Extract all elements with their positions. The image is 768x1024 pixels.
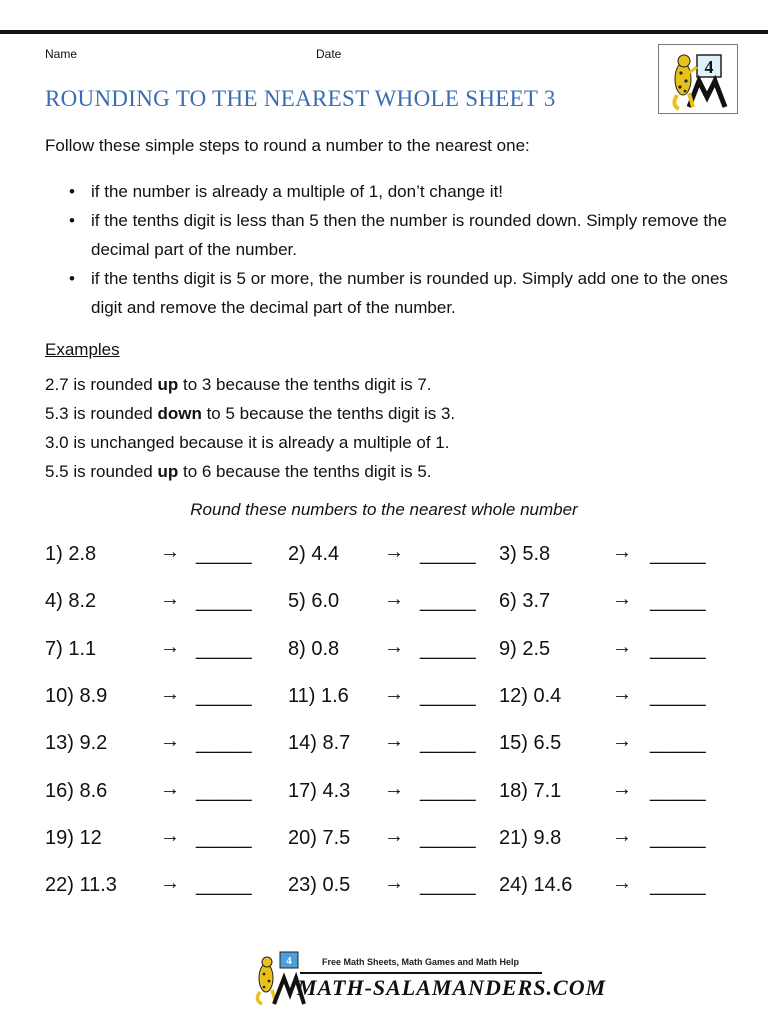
rule-item: • if the tenths digit is 5 or more, the number is rounded up. Simply add one to the ones digit and remove the decimal part of the number. — [45, 264, 735, 322]
problem-item: 16) 8.6 — [45, 780, 108, 802]
example-line — [45, 457, 455, 486]
arrow-icon: → — [612, 872, 632, 894]
answer-blank[interactable]: _____ — [196, 732, 252, 754]
arrow-icon: → — [160, 683, 180, 705]
problem-item: 18) 7.1 — [499, 780, 562, 802]
arrow-icon: → — [612, 636, 632, 658]
rule-item: • if the tenths digit is less than 5 then the number is rounded down. Simply remove the decimal part of the number. — [45, 206, 735, 264]
answer-blank[interactable]: _____ — [650, 874, 706, 896]
rules-list — [45, 177, 735, 322]
salamander-logo — [658, 44, 738, 114]
problem-item: 4) 8.2 — [45, 590, 97, 612]
example-text: to 6 because the tenths digit is 5. — [178, 462, 432, 481]
problem-item: 19) 12 — [45, 827, 102, 849]
logo-badge-number: 4 — [704, 57, 714, 77]
example-line — [45, 370, 455, 399]
answer-blank[interactable]: _____ — [650, 543, 706, 565]
arrow-icon: → — [384, 730, 404, 752]
answer-blank[interactable]: _____ — [650, 590, 706, 612]
answer-blank[interactable]: _____ — [420, 827, 476, 849]
arrow-icon: → — [384, 825, 404, 847]
example-emphasis: down — [157, 404, 202, 423]
arrow-icon: → — [612, 730, 632, 752]
problem-item: 12) 0.4 — [499, 685, 562, 707]
intro-text: Follow these simple steps to round a number to the nearest one: — [45, 136, 530, 155]
arrow-icon: → — [384, 541, 404, 563]
name-label: Name — [45, 47, 78, 61]
arrow-icon: → — [384, 778, 404, 800]
arrow-icon: → — [384, 588, 404, 610]
footer-divider — [300, 972, 542, 974]
arrow-icon: → — [160, 588, 180, 610]
answer-blank[interactable]: _____ — [196, 874, 252, 896]
answer-blank[interactable]: _____ — [420, 590, 476, 612]
answer-blank[interactable]: _____ — [650, 780, 706, 802]
arrow-icon: → — [612, 825, 632, 847]
problem-item: 24) 14.6 — [499, 874, 573, 896]
answer-blank[interactable]: _____ — [196, 543, 252, 565]
answer-blank[interactable]: _____ — [420, 543, 476, 565]
answer-blank[interactable]: _____ — [650, 638, 706, 660]
arrow-icon: → — [160, 730, 180, 752]
problem-item: 9) 2.5 — [499, 638, 551, 660]
example-text: 2.7 is rounded — [45, 375, 158, 394]
arrow-icon: → — [160, 778, 180, 800]
arrow-icon: → — [384, 636, 404, 658]
example-emphasis: up — [157, 462, 179, 481]
arrow-icon: → — [612, 588, 632, 610]
problem-item: 13) 9.2 — [45, 732, 108, 754]
answer-blank[interactable]: _____ — [196, 685, 252, 707]
problem-item: 2) 4.4 — [288, 543, 340, 565]
problem-item: 21) 9.8 — [499, 827, 562, 849]
problem-item: 3) 5.8 — [499, 543, 551, 565]
arrow-icon: → — [612, 541, 632, 563]
example-emphasis: up — [157, 375, 179, 394]
answer-blank[interactable]: _____ — [196, 638, 252, 660]
problem-item: 22) 11.3 — [45, 874, 117, 896]
problem-item: 8) 0.8 — [288, 638, 340, 660]
answer-blank[interactable]: _____ — [650, 685, 706, 707]
arrow-icon: → — [160, 541, 180, 563]
arrow-icon: → — [612, 778, 632, 800]
example-text: 5.3 is rounded — [45, 404, 158, 423]
answer-blank[interactable]: _____ — [650, 827, 706, 849]
answer-blank[interactable]: _____ — [196, 827, 252, 849]
problem-item: 11) 1.6 — [288, 685, 349, 707]
arrow-icon: → — [160, 636, 180, 658]
footer-tagline: Free Math Sheets, Math Games and Math Help — [322, 957, 520, 967]
problem-item: 1) 2.8 — [45, 543, 97, 565]
example-text: 3.0 is unchanged because it is already a multiple of 1. — [45, 433, 450, 452]
example-text: to 3 because the tenths digit is 7. — [178, 375, 432, 394]
example-line — [45, 428, 455, 457]
example-text: to 5 because the tenths digit is 3. — [201, 404, 456, 423]
examples-list — [45, 370, 455, 486]
answer-blank[interactable]: _____ — [650, 732, 706, 754]
problem-item: 7) 1.1 — [45, 638, 97, 660]
problem-item: 15) 6.5 — [499, 732, 562, 754]
answer-blank[interactable]: _____ — [420, 638, 476, 660]
arrow-icon: → — [160, 825, 180, 847]
example-line — [45, 399, 455, 428]
arrow-icon: → — [384, 683, 404, 705]
arrow-icon: → — [384, 872, 404, 894]
arrow-icon: → — [160, 872, 180, 894]
problem-item: 23) 0.5 — [288, 874, 351, 896]
page-title: ROUNDING TO THE NEAREST WHOLE SHEET 3 — [45, 86, 556, 111]
answer-blank[interactable]: _____ — [420, 685, 476, 707]
instruction-text: Round these numbers to the nearest whole number — [190, 500, 578, 519]
date-label: Date — [316, 47, 342, 61]
problem-item: 6) 3.7 — [499, 590, 551, 612]
footer-badge-number: 4 — [286, 955, 292, 967]
arrow-icon: → — [612, 683, 632, 705]
problem-item: 20) 7.5 — [288, 827, 351, 849]
problem-item: 14) 8.7 — [288, 732, 351, 754]
footer-site-name: MATH-SALAMANDERS.COM — [297, 975, 607, 1000]
rule-item: • if the number is already a multiple of 1, don’t change it! — [45, 177, 735, 206]
example-text: 5.5 is rounded — [45, 462, 158, 481]
answer-blank[interactable]: _____ — [420, 874, 476, 896]
top-rule — [0, 30, 768, 34]
answer-blank[interactable]: _____ — [196, 590, 252, 612]
answer-blank[interactable]: _____ — [196, 780, 252, 802]
problem-item: 5) 6.0 — [288, 590, 340, 612]
problem-item: 17) 4.3 — [288, 780, 351, 802]
answer-blank[interactable]: _____ — [420, 732, 476, 754]
problem-item: 10) 8.9 — [45, 685, 108, 707]
salamander-icon — [659, 45, 737, 113]
answer-blank[interactable]: _____ — [420, 780, 476, 802]
examples-heading: Examples — [45, 340, 120, 359]
